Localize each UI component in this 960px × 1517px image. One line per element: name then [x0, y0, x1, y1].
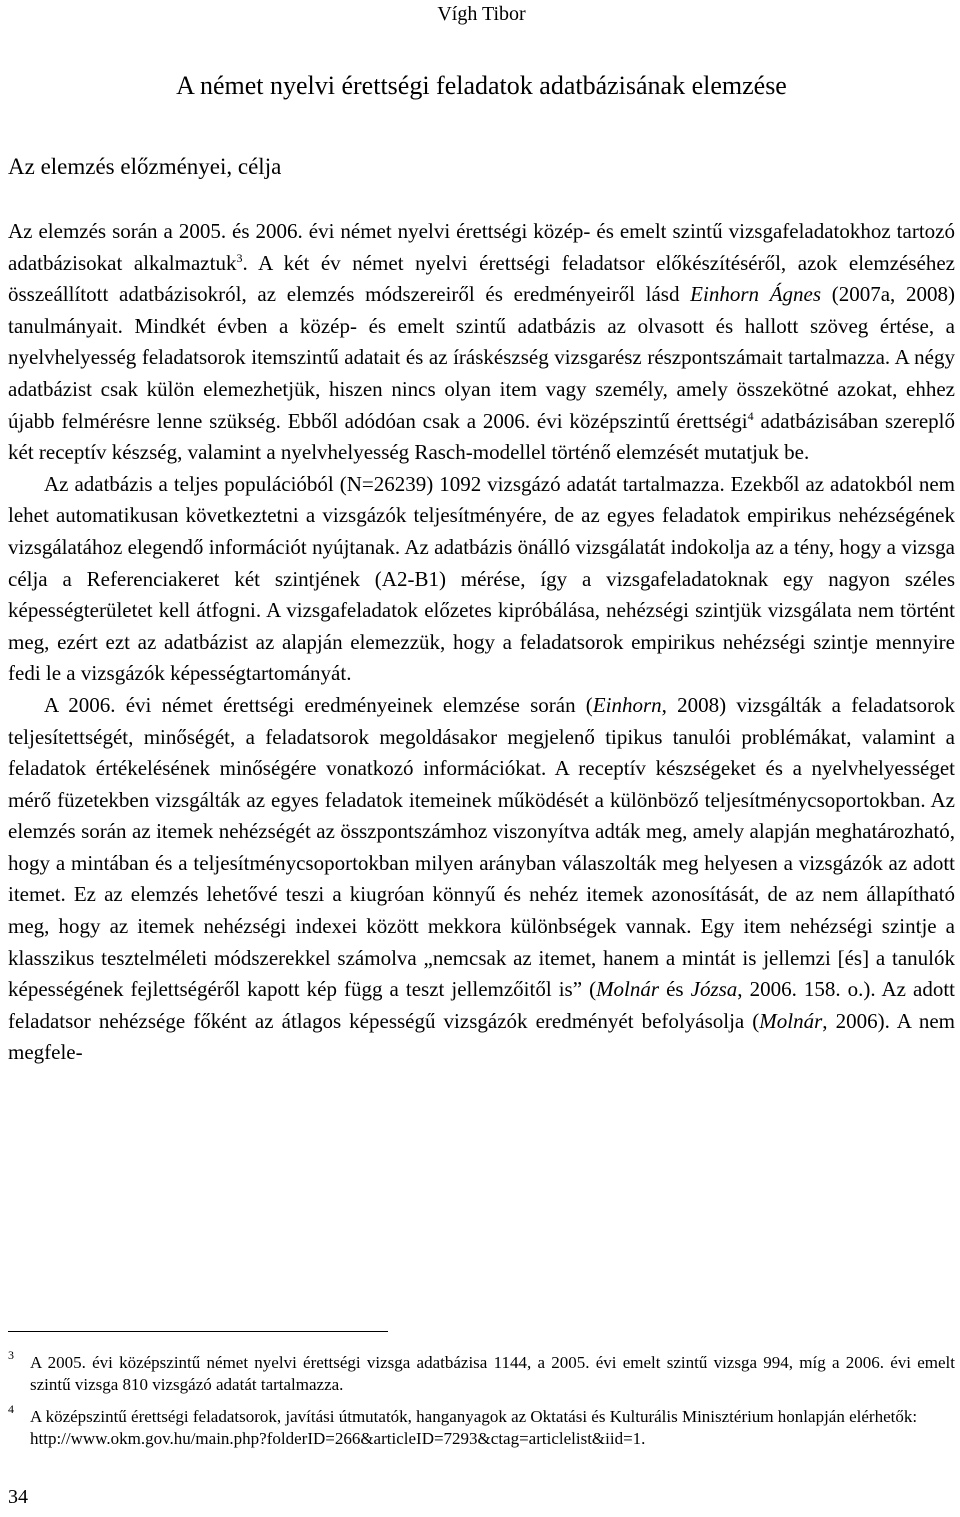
footnote-3 [8, 1348, 955, 1396]
footnote-ref-3: 3 [236, 250, 243, 265]
page-number: 34 [8, 1486, 28, 1508]
footnote-ref-4: 4 [747, 408, 754, 423]
body-text [8, 216, 955, 1069]
footnote-4 [8, 1402, 955, 1450]
footnote-separator [8, 1331, 388, 1332]
footnote-number: 3 [8, 1348, 14, 1362]
paragraph-1: Az elemzés során a 2005. és 2006. évi német nyelvi érettségi közép- és emelt szintű vizsgafeladatokhoz tartozó adatbázisokat alkalmaztuk$^3$. A két év német nyelvi érettségi feladatsor előkészítéséről, azok elemzéséhez összeállított adatbázisokról, az elemzés módszereiről és eredményeiről lásd Einhorn Ágnes (2007a, 2008) tanulmányait. Mindkét évben a közép- és emelt szintű adatbázis az olvasott és hallott szöveg értése, a nyelvhelyesség feladatsorok itemszintű adatait és az íráskészség vizsgarész részpontszámait tartalmazza. A négy adatbázist csak külön elemezhetjük, hiszen nincs olyan item vagy személy, amely összekötné azokat, ehhez újabb felmérésre lenne szükség. Ebből adódóan csak a 2006. évi középszintű érettségi$^4$ adatbázisában szereplő két receptív készség, valamint a nyelvhelyesség Rasch-modellel történő elemzését mutatjuk be. [8, 219, 956, 465]
section-heading: Az elemzés előzményei, célja [8, 154, 282, 179]
paragraph-3: A 2006. évi német érettségi eredményeinek elemzése során (Einhorn, 2008) vizsgálták a feladatsorok teljesítettségét, minőségét, a feladatsorok megoldásakor megjelenő tipikus tanulói problémákat, valamint a feladatok értékelésének minőségére vonatkozó információkat. A receptív készségeket és a nyelvhelyességet mérő füzetekben vizsgálták az egyes feladatok itemeinek működését a különböző teljesítménycsoportokban. Az elemzés során az itemek nehézségét az összpontszámhoz viszonyítva adták meg, amely alapján meghatározható, hogy a mintában és a teljesítménycsoportokban milyen arányban válaszolták meg helyesen a vizsgázók az adott itemet. Ez az elemzés lehetővé teszi a kiugróan könnyű és nehéz itemek azonosítását, de az nem állapítható meg, hogy az itemek nehézségi indexei között mekkora különbségek vannak. Egy item nehézségi szintje a klasszikus tesztelméleti módszerekkel számolva „nemcsak az itemet, hanem a mintát is jellemzi [és] a tanulók képességének fejlettségéről kapott kép függ a teszt jellemzőitől is” (Molnár és Józsa, 2006. 158. o.). Az adott feladatsor nehézsége főként az átlagos képességű vizsgázók eredményét befolyásolja (Molnár, 2006). A nem megfele- [8, 692, 956, 1065]
footnote-text: A 2005. évi középszintű német nyelvi érettségi vizsga adatbázisa 1144, a 2005. évi emelt szintű vizsga 994, míg a 2006. évi emelt szintű vizsga 810 vizsgázó adatát tartalmazza. [30, 1353, 955, 1394]
footnote-number: 4 [8, 1402, 14, 1416]
footnote-text: A középszintű érettségi feladatsorok, javítási útmutatók, hanganyagok az Oktatási és Kulturális Minisztérium honlapján elérhetők: [30, 1407, 918, 1426]
paragraph-2: Az adatbázis a teljes populációból (N=26239) 1092 vizsgázó adatát tartalmazza. Ezekből az adatokból nem lehet automatikusan következtetni a vizsgázók teljesítményére, de az egyes feladatok empirikus nehézségének vizsgálatához elegendő információt nyújtanak. Az adatbázis önálló vizsgálatát indokolja az a tény, hogy a vizsga célja a Referenciakeret két szintjének (A2-B1) mérése, így a vizsgafeladatoknak egy nagyon széles képességterületet kell átfogni. A vizsgafeladatok előzetes kipróbálása, nehézségi szintjük vizsgálata nem történt meg, ezért ezt az adatbázist az alapján elemezzük, hogy a feladatsorok empirikus nehézségi szintje mennyire fedi le a vizsgázók képességtartományát. [8, 471, 955, 686]
article-title: A német nyelvi érettségi feladatok adatbázisának elemzése [176, 71, 787, 100]
running-header-author: Vígh Tibor [437, 3, 526, 25]
footnote-link[interactable]: http://www.okm.gov.hu/main.php?folderID=266&articleID=7293&ctag=articlelist&iid=1. [30, 1429, 646, 1448]
